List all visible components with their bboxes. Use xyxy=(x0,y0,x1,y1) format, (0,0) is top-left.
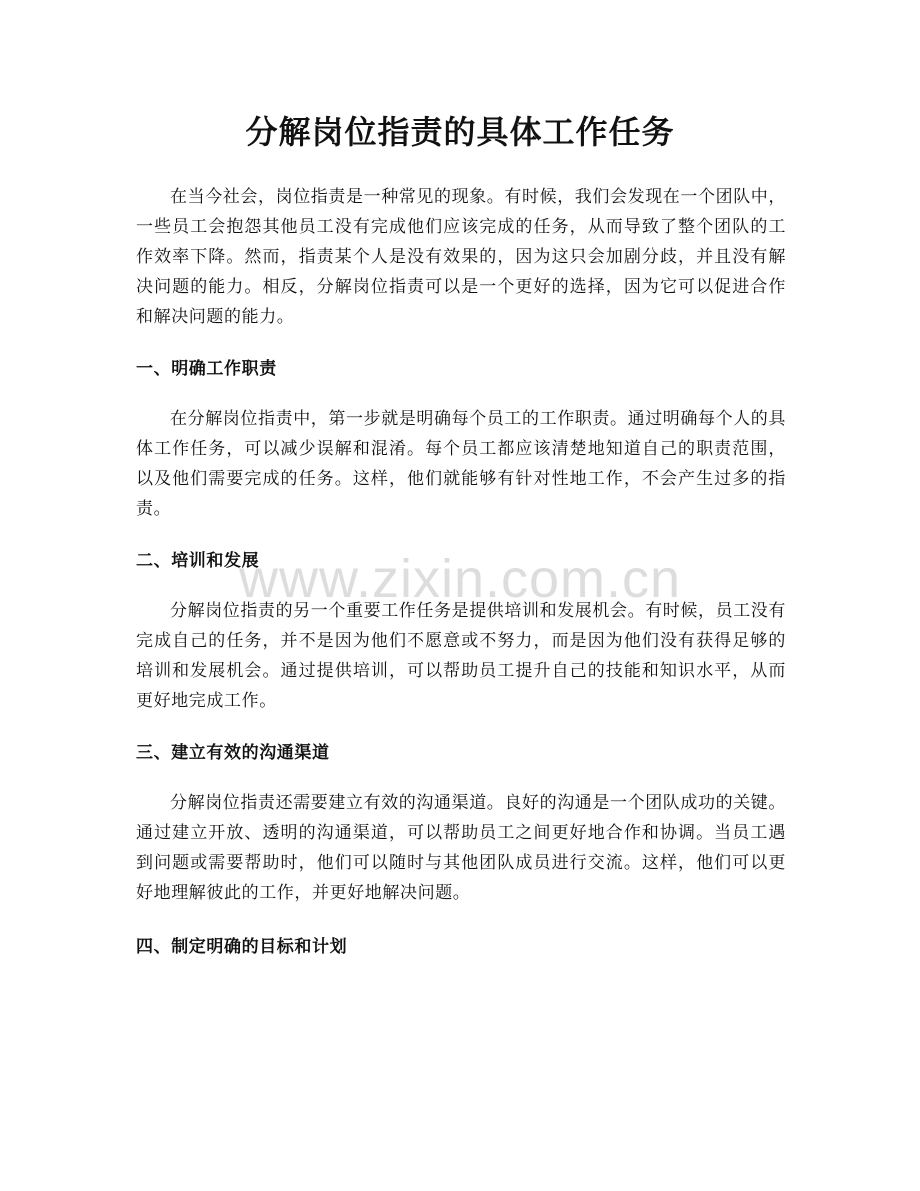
section-body-3: 分解岗位指责还需要建立有效的沟通渠道。良好的沟通是一个团队成功的关键。通过建立开放、透明的沟通渠道，可以帮助员工之间更好地合作和协调。当员工遇到问题或需要帮助时，他们可以随时与其他团队成员进行交流。这样，他们可以更好地理解彼此的工作，并更好地解决问题。 xyxy=(136,793,786,903)
section-body-2: 分解岗位指责的另一个重要工作任务是提供培训和发展机会。有时候，员工没有完成自己的任务，并不是因为他们不愿意或不努力，而是因为他们没有获得足够的培训和发展机会。通过提供培训，可以帮助员工提升自己的技能和知识水平，从而更好地完成工作。 xyxy=(136,601,786,711)
section-heading-2: 二、培训和发展 xyxy=(136,551,260,571)
document-body xyxy=(136,182,786,962)
section-heading-1: 一、明确工作职责 xyxy=(136,359,277,379)
section-heading-3: 三、建立有效的沟通渠道 xyxy=(136,743,330,763)
page-title: 分解岗位指责的具体工作任务 xyxy=(245,113,675,151)
section-heading-4: 四、制定明确的目标和计划 xyxy=(136,937,348,957)
section-body-1: 在分解岗位指责中，第一步就是明确每个员工的工作职责。通过明确每个人的具体工作任务，可以减少误解和混淆。每个员工都应该清楚地知道自己的职责范围，以及他们需要完成的任务。这样，他们就能够有针对性地工作，不会产生过多的指责。 xyxy=(136,409,786,519)
watermark: www.zixin.com.cn xyxy=(238,549,682,609)
intro-paragraph: 在当今社会，岗位指责是一种常见的现象。有时候，我们会发现在一个团队中，一些员工会抱怨其他员工没有完成他们应该完成的任务，从而导致了整个团队的工作效率下降。然而，指责某个人是没有效果的，因为这只会加剧分歧，并且没有解决问题的能力。相反，分解岗位指责可以是一个更好的选择，因为它可以促进合作和解决问题的能力。 xyxy=(136,187,786,327)
